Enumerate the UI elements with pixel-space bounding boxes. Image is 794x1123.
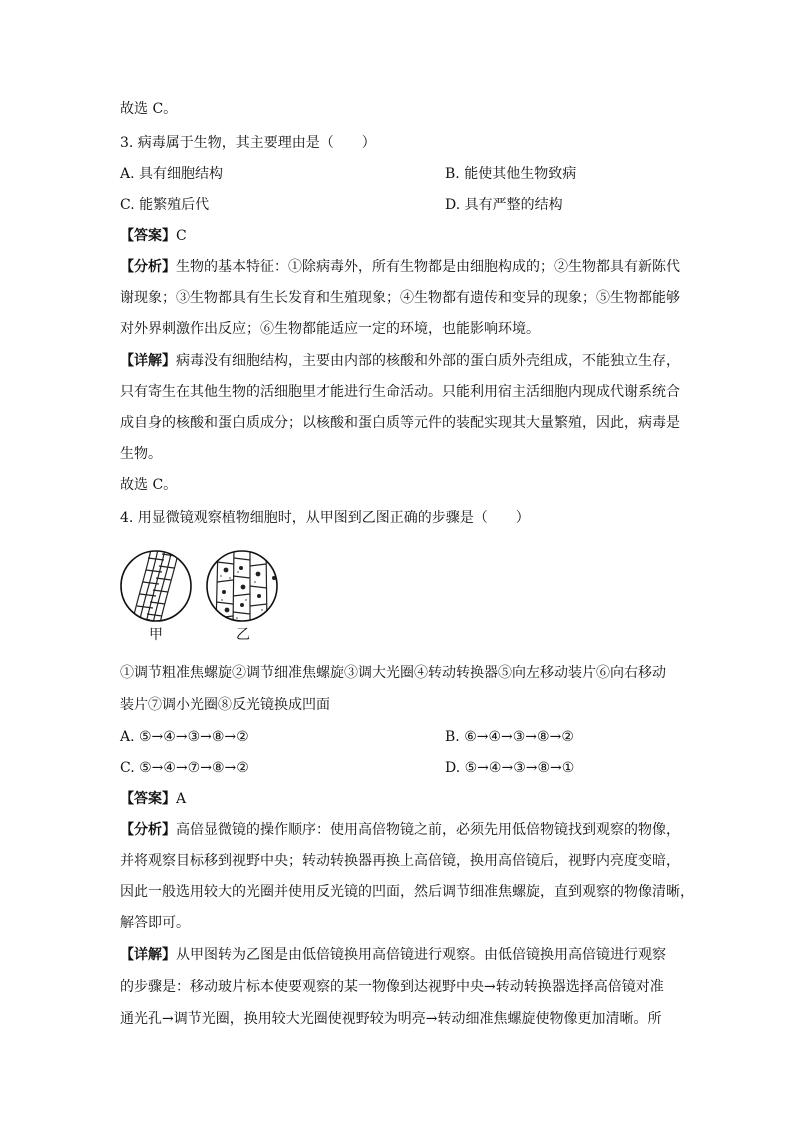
option-b: B. ⑥→④→③→⑧→② <box>445 729 574 745</box>
explanation-text: 成自身的核酸和蛋白质成分；以核酸和蛋白质等元件的装配实现其大量繁殖，因此，病毒是 <box>120 415 680 431</box>
analysis-text: 因此一般选用较大的光圈并使用反光镜的凹面，然后调节细准焦螺旋，直到观察的物像清晰， <box>120 884 694 900</box>
analysis-tag: 【分析】 <box>120 259 176 275</box>
analysis-text: 对外界刺激作出反应；⑥生物都能适应一定的环境，也能影响环境。 <box>120 321 540 337</box>
explanation-text: 病毒没有细胞结构，主要由内部的核酸和外部的蛋白质外壳组成，不能独立生存， <box>176 353 680 369</box>
analysis-text: 生物的基本特征：①除病毒外，所有生物都是由细胞构成的；②生物都具有新陈代 <box>176 259 680 275</box>
analysis-line <box>120 257 680 277</box>
explanation-tag: 【详解】 <box>120 353 176 369</box>
analysis-tag: 【分析】 <box>120 822 176 838</box>
microscope-figure <box>118 548 288 646</box>
option-c: C. 能繁殖后代 <box>120 197 210 213</box>
analysis-text: 并将观察目标移到视野中央；转动转换器再换上高倍镜，换用高倍镜后，视野内亮度变暗， <box>120 853 680 869</box>
explanation-text: 通光孔→调节光圈，换用较大光圈使视野较为明亮→转动细准焦螺旋使物像更加清晰。所 <box>120 1011 662 1027</box>
option-a: A. ⑤→④→③→⑧→② <box>120 729 249 745</box>
analysis-text: 高倍显微镜的操作顺序：使用高倍物镜之前，必须先用低倍物镜找到观察的物像， <box>176 822 680 838</box>
analysis-line <box>120 820 680 840</box>
explanation-line <box>120 351 680 371</box>
explanation-text: 的步骤是：移动玻片标本使要观察的某一物像到达视野中央→转动转换器选择高倍镜对准 <box>120 979 664 995</box>
option-a: A. 具有细胞结构 <box>120 166 224 182</box>
option-c: C. ⑤→④→⑦→⑧→② <box>120 760 249 776</box>
analysis-text: 谢现象；③生物都具有生长发育和生殖现象；④生物都有遗传和变异的现象；⑤生物都能够 <box>120 290 680 306</box>
steps-text: ①调节粗准焦螺旋②调节细准焦螺旋③调大光圈④转动转换器⑤向左移动装片⑥向右移动 <box>120 665 666 681</box>
explanation-text: 从甲图转为乙图是由低倍镜换用高倍镜进行观察。由低倍镜换用高倍镜进行观察 <box>176 947 666 963</box>
answer-value: C <box>176 228 187 244</box>
answer-line <box>120 789 186 809</box>
explanation-line <box>120 945 666 965</box>
answer-line <box>120 226 187 246</box>
text-line: 故选 C。 <box>120 101 178 117</box>
explanation-text: 只有寄生在其他生物的活细胞里才能进行生命活动。只能利用宿主活细胞内现成代谢系统合 <box>120 384 680 400</box>
question-stem: 4. 用显微镜观察植物细胞时，从甲图到乙图正确的步骤是（ ） <box>120 510 530 526</box>
text-line: 故选 C。 <box>120 477 178 493</box>
question-stem: 3. 病毒属于生物，其主要理由是（ ） <box>120 135 376 151</box>
figure-label-yi: 乙 <box>236 627 250 643</box>
answer-tag: 【答案】 <box>120 791 176 807</box>
answer-tag: 【答案】 <box>120 228 176 244</box>
option-d: D. ⑤→④→③→⑧→① <box>445 760 575 776</box>
option-b: B. 能使其他生物致病 <box>445 166 577 182</box>
explanation-text: 生物。 <box>120 446 162 462</box>
analysis-text: 解答即可。 <box>120 915 190 931</box>
explanation-tag: 【详解】 <box>120 947 176 963</box>
figure-label-jia: 甲 <box>149 627 163 643</box>
steps-text: 装片⑦调小光圈⑧反光镜换成凹面 <box>120 697 330 713</box>
answer-value: A <box>176 791 187 807</box>
option-d: D. 具有严整的结构 <box>445 197 563 213</box>
